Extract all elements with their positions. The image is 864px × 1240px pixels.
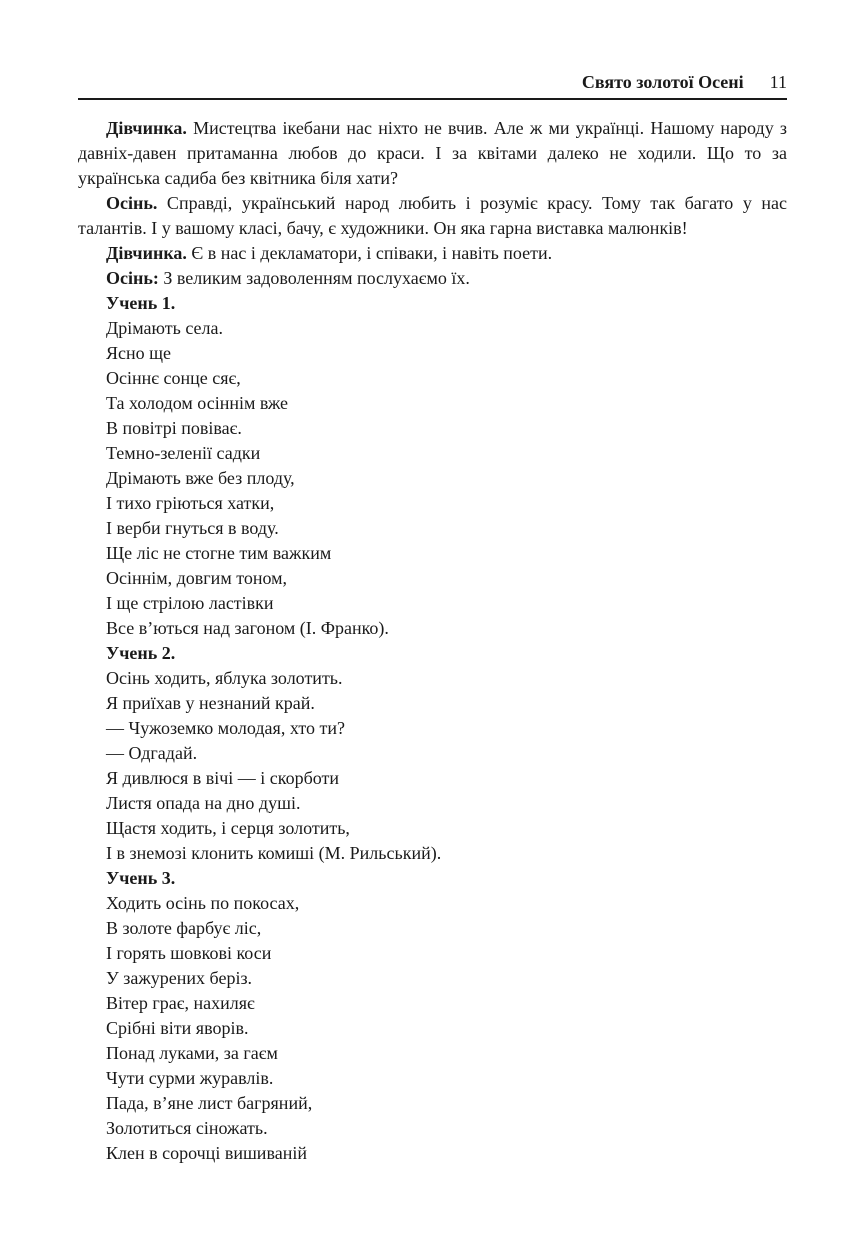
poem-line: Ще ліс не стогне тим важким [106, 543, 332, 563]
poem-line: Осінь ходить, яблука золотить. [106, 668, 343, 688]
poem-line: Темно-зеленії садки [106, 443, 261, 463]
dialogue-text: З великим задоволенням послухаємо їх. [158, 268, 470, 288]
poem-line: Дрімають вже без плоду, [106, 468, 295, 488]
poem-line: Я дивлюся в вічі — і скорботи [106, 768, 340, 788]
chapter-title: Свято золотої Осені [581, 72, 744, 92]
poem-line: Дрімають села. [106, 318, 223, 338]
poem-line: І ще стрілою ластівки [106, 593, 274, 613]
dialogue-paragraph [78, 116, 787, 191]
poem-line: Вітер грає, нахиляє [106, 993, 255, 1013]
poem-line: Ходить осінь по покосах, [106, 893, 300, 913]
speaker-label: Осінь: [106, 268, 159, 288]
student-2-heading: Учень 2. [106, 643, 176, 663]
poem-student-1 [78, 316, 787, 641]
poem-student-3 [78, 891, 787, 1166]
page-content [78, 116, 787, 1166]
speaker-label: Дівчинка. [106, 243, 187, 263]
poem-line: Чути сурми журавлів. [106, 1068, 274, 1088]
poem-line: Золотиться сіножать. [106, 1118, 268, 1138]
running-header [78, 72, 787, 100]
poem-line: Срібні віти яворів. [106, 1018, 249, 1038]
poem-line: Осіннє сонце сяє, [106, 368, 241, 388]
poem-line: Понад луками, за гаєм [106, 1043, 278, 1063]
poem-student-2 [78, 666, 787, 866]
poem-line: Листя опада на дно душі. [106, 793, 301, 813]
poem-line: В золоте фарбує ліс, [106, 918, 262, 938]
poem-line: Ясно ще [106, 343, 171, 363]
dialogue-text: Мистецтва ікебани нас ніхто не вчив. Але ж ми українці. Нашому народу з давніх-давен притаманна любов до краси. І за квітами далеко не ходили. Що то за українська садиба без квітника біля хати? [78, 118, 787, 188]
poem-line: Щастя ходить, і серця золотить, [106, 818, 350, 838]
dialogue-text: Справді, український народ любить і розуміє красу. Тому так багато у нас талантів. І у вашому класі, бачу, є художники. Он яка гарна виставка малюнків! [78, 193, 787, 238]
poem-line: Та холодом осіннім вже [106, 393, 289, 413]
student-3-heading: Учень 3. [106, 868, 176, 888]
student-1-heading: Учень 1. [106, 293, 176, 313]
dialogue-text: Є в нас і декламатори, і співаки, і навіть поети. [186, 243, 553, 263]
poem-line: І верби гнуться в воду. [106, 518, 279, 538]
dialogue-paragraph [78, 191, 787, 241]
poem-line: І тихо гріються хатки, [106, 493, 275, 513]
poem-line: В повітрі повіває. [106, 418, 242, 438]
poem-line: Осіннім, довгим тоном, [106, 568, 288, 588]
poem-line: Пада, в’яне лист багряний, [106, 1093, 313, 1113]
page-number: 11 [769, 72, 787, 92]
dialogue-paragraph [78, 266, 787, 291]
poem-line: Я приїхав у незнаний край. [106, 693, 315, 713]
poem-line: Все в’ються над загоном (І. Франко). [106, 618, 389, 638]
dialogue-paragraph [78, 241, 787, 266]
poem-line: Клен в сорочці вишиваній [106, 1143, 307, 1163]
poem-line: — Чужоземко молодая, хто ти? [106, 718, 345, 738]
poem-line: І в знемозі клонить комиші (М. Рильський). [106, 843, 442, 863]
poem-line: У зажурених беріз. [106, 968, 253, 988]
poem-line: — Одгадай. [106, 743, 198, 763]
poem-line: І горять шовкові коси [106, 943, 272, 963]
speaker-label: Осінь. [106, 193, 158, 213]
speaker-label: Дівчинка. [106, 118, 187, 138]
